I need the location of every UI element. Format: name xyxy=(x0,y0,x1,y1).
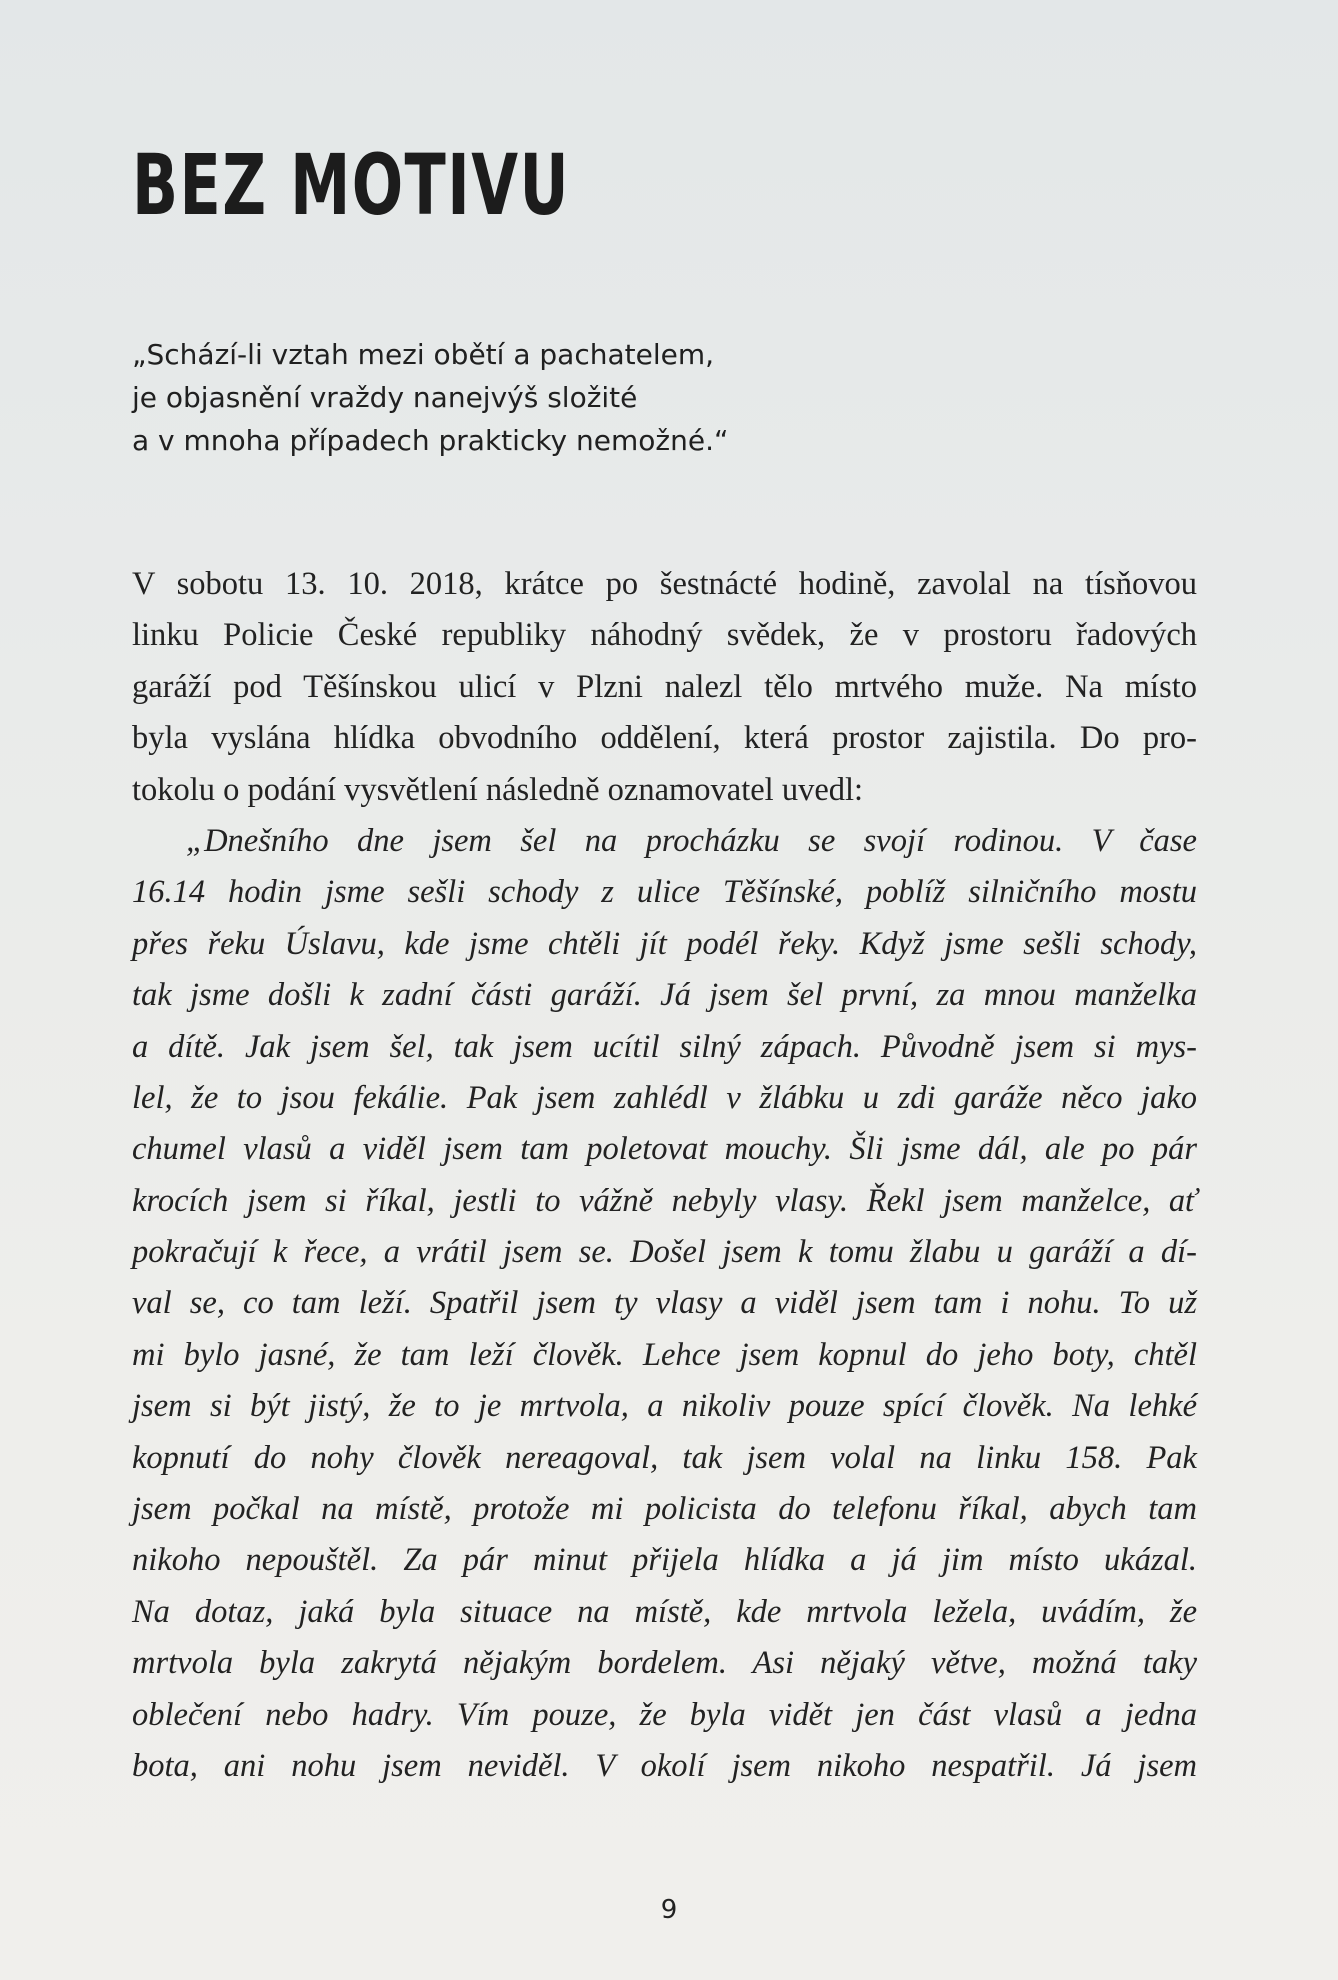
quote-line: oblečení nebo hadry. Vím pouze, že byla vidět jen část vlasů a jedna xyxy=(132,1696,1197,1733)
quote-line: bota, ani nohu jsem neviděl. V okolí jsem nikoho nespatřil. Já jsem xyxy=(132,1747,1197,1784)
quote-line: lel, že to jsou fekálie. Pak jsem zahlédl v žlábku u zdi garáže něco jako xyxy=(132,1079,1197,1116)
body-line: byla vyslána hlídka obvodního oddělení, která prostor zajistila. Do pro- xyxy=(132,720,1197,757)
epigraph-line: a v mnoha případech prakticky nemožné.“ xyxy=(132,424,729,457)
quote-line: krocích jsem si říkal, jestli to vážně nebyly vlasy. Řekl jsem manželce, ať xyxy=(132,1182,1197,1219)
quote-line: pokračují k řece, a vrátil jsem se. Došel jsem k tomu žlabu u garáží a dí- xyxy=(132,1234,1197,1271)
quote-line: mi bylo jasné, že tam leží člověk. Lehce jsem kopnul do jeho boty, chtěl xyxy=(132,1336,1197,1373)
quote-line: Na dotaz, jaká byla situace na místě, kde mrtvola ležela, uvádím, že xyxy=(132,1593,1197,1630)
epigraph-line: „Schází-li vztah mezi obětí a pachatelem, xyxy=(132,338,715,371)
quote-line: val se, co tam leží. Spatřil jsem ty vlasy a viděl jsem tam i nohu. To už xyxy=(132,1285,1197,1322)
body-line: garáží pod Těšínskou ulicí v Plzni nalezl tělo mrtvého muže. Na místo xyxy=(132,668,1197,705)
page-number: 9 xyxy=(660,1895,678,1925)
quote-line: jsem počkal na místě, protože mi policista do telefonu říkal, abych tam xyxy=(132,1491,1197,1528)
epigraph xyxy=(132,333,832,462)
epigraph-line: je objasnění vraždy nanejvýš složité xyxy=(132,381,638,414)
quote-line: „Dnešního dne jsem šel na procházku se svojí rodinou. V čase xyxy=(186,822,1197,859)
quote-line: přes řeku Úslavu, kde jsme chtěli jít podél řeky. Když jsme sešli schody, xyxy=(132,925,1197,962)
quote-line: mrtvola byla zakrytá nějakým bordelem. Asi nějaký větve, možná taky xyxy=(132,1645,1197,1682)
quote-line: kopnutí do nohy člověk nereagoval, tak jsem volal na linku 158. Pak xyxy=(132,1439,1197,1476)
chapter-title: BEZ MOTIVU xyxy=(132,136,570,234)
quote-line: chumel vlasů a viděl jsem tam poletovat mouchy. Šli jsme dál, ale po pár xyxy=(132,1131,1197,1168)
body-line: V sobotu 13. 10. 2018, krátce po šestnácté hodině, zavolal na tísňovou xyxy=(132,566,1197,602)
quote-line: tak jsme došli k zadní části garáží. Já jsem šel první, za mnou manželka xyxy=(132,977,1197,1014)
body-line: tokolu o podání vysvětlení následně oznamovatel uvedl: xyxy=(132,771,864,808)
quote-line: 16.14 hodin jsme sešli schody z ulice Těšínské, poblíž silničního mostu xyxy=(132,874,1197,911)
quote-line: a dítě. Jak jsem šel, tak jsem ucítil silný zápach. Původně jsem si mys- xyxy=(132,1028,1197,1065)
quote-line: jsem si být jistý, že to je mrtvola, a nikoliv pouze spící člověk. Na lehké xyxy=(132,1388,1197,1425)
quote-line: nikoho nepouštěl. Za pár minut přijela hlídka a já jim místo ukázal. xyxy=(132,1542,1197,1579)
body-text xyxy=(132,559,1197,1792)
body-line: linku Policie České republiky náhodný svědek, že v prostoru řadových xyxy=(132,617,1197,654)
